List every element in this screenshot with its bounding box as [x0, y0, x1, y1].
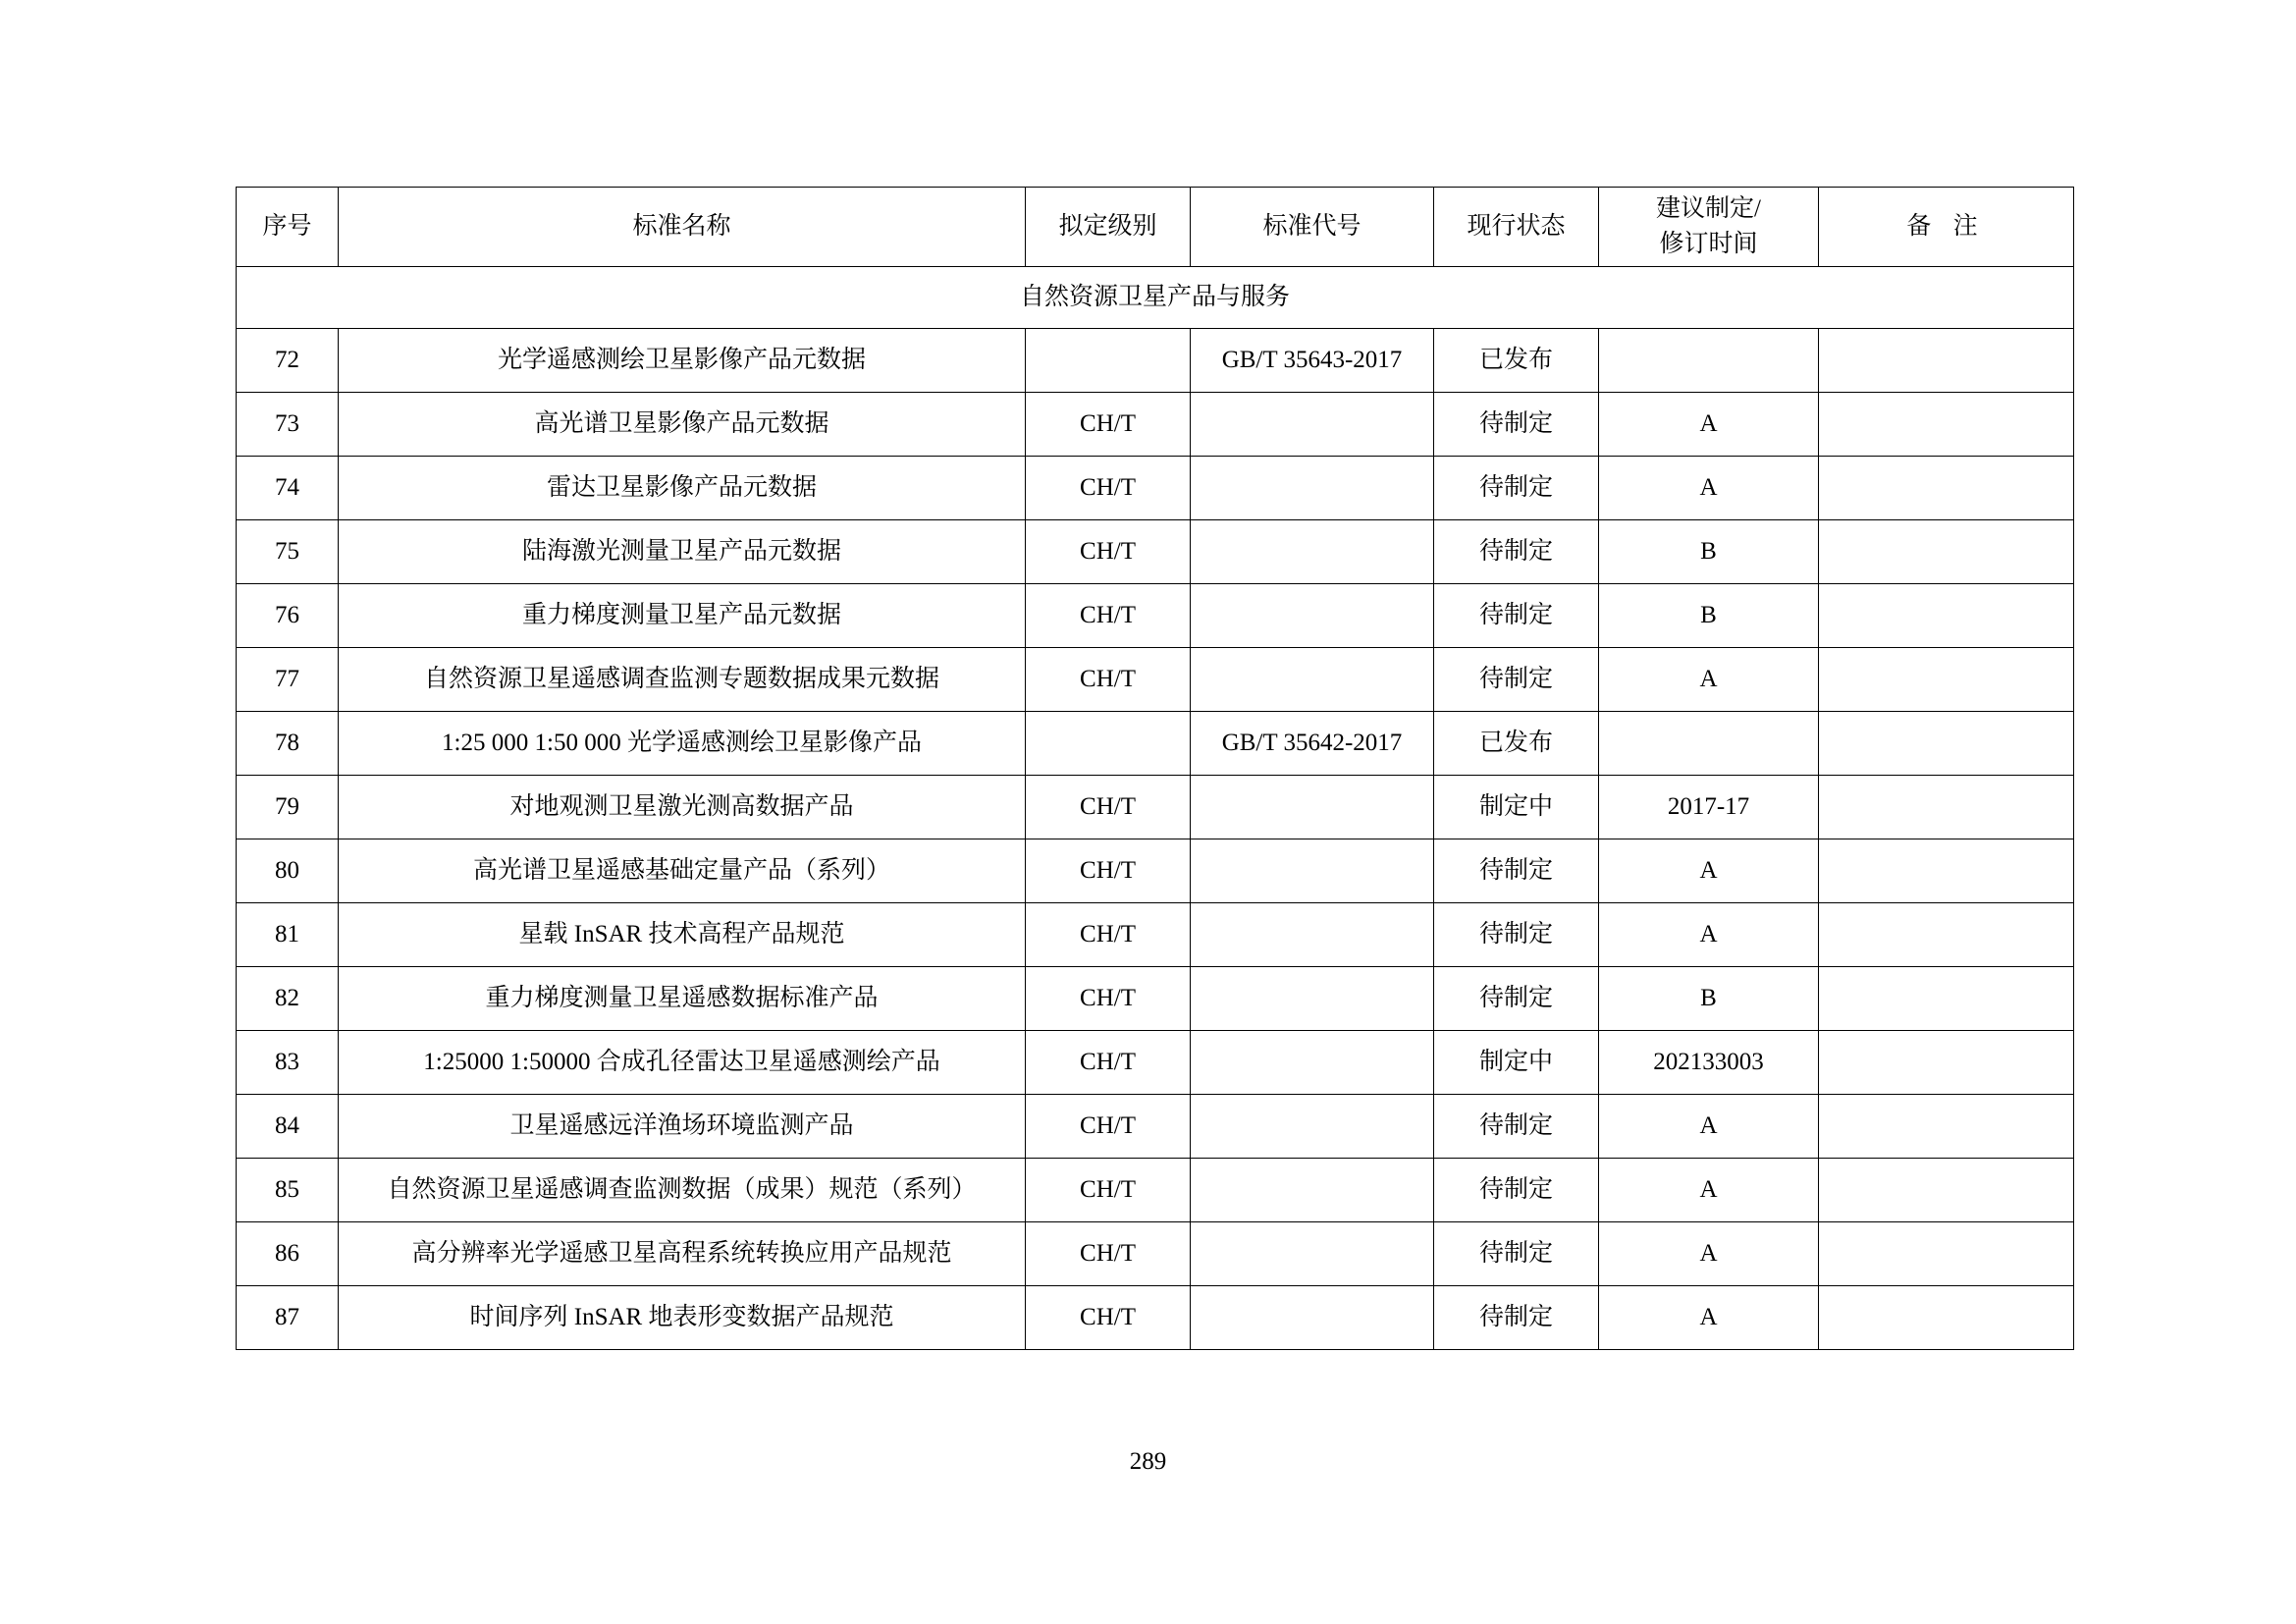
table-row	[237, 1159, 2074, 1222]
cell-level: CH/T	[1026, 1159, 1191, 1222]
cell-name: 1:25000 1:50000 合成孔径雷达卫星遥感测绘产品	[339, 1031, 1026, 1095]
cell-level: CH/T	[1026, 584, 1191, 648]
cell-note	[1819, 967, 2074, 1031]
cell-code	[1191, 584, 1434, 648]
cell-seq: 76	[237, 584, 339, 648]
cell-seq: 87	[237, 1286, 339, 1350]
cell-note	[1819, 1095, 2074, 1159]
cell-seq: 81	[237, 903, 339, 967]
cell-state: 待制定	[1434, 393, 1599, 457]
cell-state: 待制定	[1434, 967, 1599, 1031]
cell-seq: 73	[237, 393, 339, 457]
cell-time: A	[1599, 1159, 1819, 1222]
cell-time: A	[1599, 648, 1819, 712]
table-row	[237, 903, 2074, 967]
cell-code	[1191, 1159, 1434, 1222]
cell-note	[1819, 1031, 2074, 1095]
cell-level: CH/T	[1026, 1095, 1191, 1159]
cell-seq: 84	[237, 1095, 339, 1159]
cell-name: 卫星遥感远洋渔场环境监测产品	[339, 1095, 1026, 1159]
cell-note	[1819, 520, 2074, 584]
cell-seq: 72	[237, 329, 339, 393]
column-header-note: 备 注	[1819, 188, 2074, 267]
cell-note	[1819, 329, 2074, 393]
cell-level	[1026, 329, 1191, 393]
cell-state: 待制定	[1434, 520, 1599, 584]
cell-time: A	[1599, 1286, 1819, 1350]
cell-state: 待制定	[1434, 1222, 1599, 1286]
table-row	[237, 1222, 2074, 1286]
cell-name: 重力梯度测量卫星遥感数据标准产品	[339, 967, 1026, 1031]
column-header-level: 拟定级别	[1026, 188, 1191, 267]
cell-level: CH/T	[1026, 648, 1191, 712]
cell-name: 陆海激光测量卫星产品元数据	[339, 520, 1026, 584]
cell-note	[1819, 839, 2074, 903]
table-row	[237, 967, 2074, 1031]
cell-code	[1191, 648, 1434, 712]
cell-name: 星载 InSAR 技术高程产品规范	[339, 903, 1026, 967]
cell-state: 制定中	[1434, 1031, 1599, 1095]
cell-note	[1819, 712, 2074, 776]
cell-state: 待制定	[1434, 839, 1599, 903]
cell-name: 高光谱卫星影像产品元数据	[339, 393, 1026, 457]
table-row	[237, 584, 2074, 648]
cell-level: CH/T	[1026, 1286, 1191, 1350]
cell-code	[1191, 1286, 1434, 1350]
table-row	[237, 839, 2074, 903]
cell-note	[1819, 648, 2074, 712]
cell-time	[1599, 329, 1819, 393]
cell-code	[1191, 903, 1434, 967]
cell-seq: 75	[237, 520, 339, 584]
table-header	[237, 188, 2074, 267]
table-row	[237, 1286, 2074, 1350]
cell-level: CH/T	[1026, 1031, 1191, 1095]
table-row	[237, 1031, 2074, 1095]
cell-level: CH/T	[1026, 457, 1191, 520]
cell-code: GB/T 35643-2017	[1191, 329, 1434, 393]
cell-seq: 82	[237, 967, 339, 1031]
cell-code	[1191, 1031, 1434, 1095]
cell-state: 待制定	[1434, 1095, 1599, 1159]
column-header-time-line1: 建议制定/	[1656, 194, 1761, 222]
table-row	[237, 648, 2074, 712]
cell-state: 待制定	[1434, 648, 1599, 712]
table-row	[237, 329, 2074, 393]
cell-state: 待制定	[1434, 1159, 1599, 1222]
table-row	[237, 457, 2074, 520]
table-body	[237, 329, 2074, 1350]
cell-note	[1819, 393, 2074, 457]
cell-note	[1819, 457, 2074, 520]
cell-time: B	[1599, 967, 1819, 1031]
table-row	[237, 776, 2074, 839]
cell-note	[1819, 776, 2074, 839]
cell-note	[1819, 1286, 2074, 1350]
column-header-code: 标准代号	[1191, 188, 1434, 267]
cell-seq: 79	[237, 776, 339, 839]
cell-seq: 74	[237, 457, 339, 520]
cell-time: B	[1599, 520, 1819, 584]
cell-state: 制定中	[1434, 776, 1599, 839]
cell-time: B	[1599, 584, 1819, 648]
cell-seq: 85	[237, 1159, 339, 1222]
table-row	[237, 520, 2074, 584]
cell-time: 202133003	[1599, 1031, 1819, 1095]
cell-level	[1026, 712, 1191, 776]
cell-time	[1599, 712, 1819, 776]
cell-code	[1191, 776, 1434, 839]
cell-seq: 78	[237, 712, 339, 776]
cell-time: A	[1599, 903, 1819, 967]
cell-name: 自然资源卫星遥感调查监测专题数据成果元数据	[339, 648, 1026, 712]
cell-name: 重力梯度测量卫星产品元数据	[339, 584, 1026, 648]
cell-code: GB/T 35642-2017	[1191, 712, 1434, 776]
cell-state: 待制定	[1434, 1286, 1599, 1350]
column-header-name: 标准名称	[339, 188, 1026, 267]
cell-time: A	[1599, 457, 1819, 520]
cell-level: CH/T	[1026, 520, 1191, 584]
cell-code	[1191, 1095, 1434, 1159]
cell-seq: 83	[237, 1031, 339, 1095]
section-title: 自然资源卫星产品与服务	[237, 267, 2074, 329]
section-title-row	[237, 267, 2074, 329]
cell-time: A	[1599, 1222, 1819, 1286]
cell-state: 待制定	[1434, 903, 1599, 967]
cell-level: CH/T	[1026, 776, 1191, 839]
table-section-header	[237, 267, 2074, 329]
cell-time: A	[1599, 393, 1819, 457]
cell-time: A	[1599, 1095, 1819, 1159]
cell-code	[1191, 393, 1434, 457]
standards-table	[236, 187, 2074, 1350]
cell-name: 高分辨率光学遥感卫星高程系统转换应用产品规范	[339, 1222, 1026, 1286]
cell-name: 对地观测卫星激光测高数据产品	[339, 776, 1026, 839]
cell-code	[1191, 967, 1434, 1031]
cell-state: 待制定	[1434, 457, 1599, 520]
standards-table-container	[236, 187, 2073, 1350]
cell-note	[1819, 1222, 2074, 1286]
cell-name: 1:25 000 1:50 000 光学遥感测绘卫星影像产品	[339, 712, 1026, 776]
cell-level: CH/T	[1026, 967, 1191, 1031]
cell-seq: 77	[237, 648, 339, 712]
page-number: 289	[1129, 1448, 1167, 1475]
cell-level: CH/T	[1026, 839, 1191, 903]
column-header-seq: 序号	[237, 188, 339, 267]
cell-state: 已发布	[1434, 712, 1599, 776]
cell-note	[1819, 903, 2074, 967]
cell-code	[1191, 839, 1434, 903]
column-header-time	[1599, 188, 1819, 267]
cell-level: CH/T	[1026, 393, 1191, 457]
cell-name: 高光谱卫星遥感基础定量产品（系列）	[339, 839, 1026, 903]
table-row	[237, 393, 2074, 457]
cell-note	[1819, 1159, 2074, 1222]
cell-code	[1191, 457, 1434, 520]
cell-seq: 86	[237, 1222, 339, 1286]
cell-code	[1191, 1222, 1434, 1286]
cell-time: 2017-17	[1599, 776, 1819, 839]
cell-name: 时间序列 InSAR 地表形变数据产品规范	[339, 1286, 1026, 1350]
cell-state: 已发布	[1434, 329, 1599, 393]
cell-name: 光学遥感测绘卫星影像产品元数据	[339, 329, 1026, 393]
column-header-state: 现行状态	[1434, 188, 1599, 267]
cell-name: 自然资源卫星遥感调查监测数据（成果）规范（系列）	[339, 1159, 1026, 1222]
cell-name: 雷达卫星影像产品元数据	[339, 457, 1026, 520]
table-row	[237, 712, 2074, 776]
table-row	[237, 1095, 2074, 1159]
cell-seq: 80	[237, 839, 339, 903]
cell-note	[1819, 584, 2074, 648]
cell-level: CH/T	[1026, 1222, 1191, 1286]
cell-level: CH/T	[1026, 903, 1191, 967]
cell-code	[1191, 520, 1434, 584]
table-header-row	[237, 188, 2074, 267]
cell-state: 待制定	[1434, 584, 1599, 648]
cell-time: A	[1599, 839, 1819, 903]
column-header-time-line2: 修订时间	[1659, 231, 1758, 257]
